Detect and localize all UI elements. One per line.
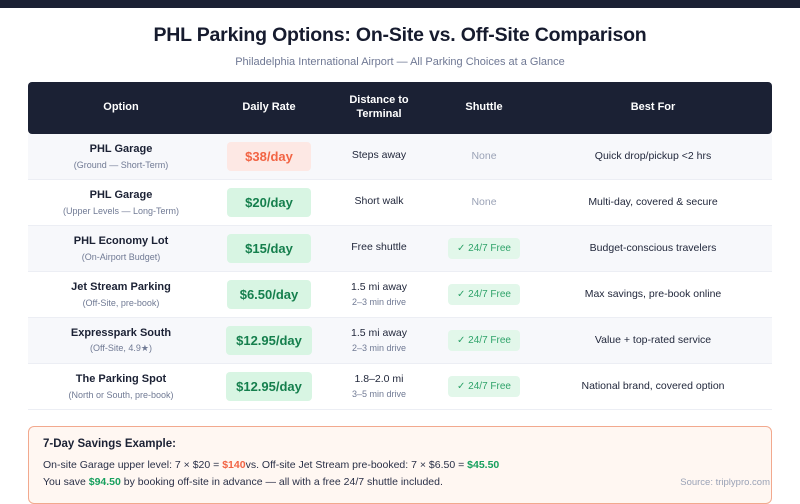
distance-main: Free shuttle: [330, 241, 428, 255]
column-header-distance: Distance to Terminal: [324, 82, 434, 134]
cell-best-for: [534, 226, 772, 272]
table-row: [28, 226, 772, 272]
cell-daily-rate: [214, 272, 324, 318]
parking-comparison-table: [28, 82, 772, 410]
callout-line1-mid: vs. Off-site Jet Stream pre-booked: 7 × $6.50 =: [246, 459, 465, 471]
cell-daily-rate: [214, 318, 324, 364]
callout-line1-pre: On-site Garage upper level: 7 × $20 =: [43, 459, 219, 471]
cell-shuttle: [434, 318, 534, 364]
option-subtitle: (North or South, pre-book): [34, 390, 208, 400]
cell-best-for: [534, 364, 772, 410]
callout-line-1: [43, 457, 757, 474]
distance-main: 1.8–2.0 mi: [330, 373, 428, 387]
best-for-text: Multi-day, covered & secure: [588, 196, 717, 208]
cell-best-for: [534, 180, 772, 226]
cell-daily-rate: [214, 134, 324, 180]
cell-shuttle: [434, 180, 534, 226]
distance-main: 1.5 mi away: [330, 281, 428, 295]
table-row: [28, 364, 772, 410]
cell-distance: [324, 272, 434, 318]
option-subtitle: (Ground — Short-Term): [34, 160, 208, 170]
callout-title: 7-Day Savings Example:: [43, 438, 757, 450]
table-row: [28, 318, 772, 364]
shuttle-available-badge: ✓ 24/7 Free: [448, 330, 520, 351]
cell-option: [28, 364, 214, 410]
option-subtitle: (On-Airport Budget): [34, 252, 208, 262]
callout-line-2: [43, 474, 757, 491]
cell-daily-rate: [214, 180, 324, 226]
cell-option: [28, 180, 214, 226]
column-header-option: Option: [28, 82, 214, 134]
callout-savings-amount: $94.50: [89, 476, 121, 488]
rate-badge: $12.95/day: [226, 326, 312, 355]
best-for-text: Value + top-rated service: [595, 334, 711, 346]
option-name: PHL Economy Lot: [34, 234, 208, 248]
cell-option: [28, 226, 214, 272]
option-name: PHL Garage: [34, 142, 208, 156]
callout-line2-post: by booking off-site in advance — all with a free 24/7 shuttle included.: [124, 476, 443, 488]
callout-onsite-total: $140: [222, 459, 245, 471]
cell-shuttle: [434, 364, 534, 410]
shuttle-available-badge: ✓ 24/7 Free: [448, 284, 520, 305]
cell-shuttle: [434, 272, 534, 318]
best-for-text: Quick drop/pickup <2 hrs: [595, 150, 711, 162]
cell-best-for: [534, 318, 772, 364]
table-header: [28, 82, 772, 134]
page-subtitle: Philadelphia International Airport — All Parking Choices at a Glance: [28, 56, 772, 68]
callout-line2-pre: You save: [43, 476, 86, 488]
rate-badge: $38/day: [227, 142, 311, 171]
shuttle-available-badge: ✓ 24/7 Free: [448, 238, 520, 259]
cell-distance: [324, 226, 434, 272]
rate-badge: $6.50/day: [227, 280, 311, 309]
column-header-best-for: Best For: [534, 82, 772, 134]
cell-shuttle: [434, 226, 534, 272]
cell-best-for: [534, 134, 772, 180]
rate-badge: $20/day: [227, 188, 311, 217]
table-header-row: [28, 82, 772, 134]
column-header-shuttle: Shuttle: [434, 82, 534, 134]
option-name: The Parking Spot: [34, 372, 208, 386]
table-row: [28, 180, 772, 226]
cell-best-for: [534, 272, 772, 318]
cell-option: [28, 134, 214, 180]
cell-option: [28, 318, 214, 364]
rate-badge: $12.95/day: [226, 372, 312, 401]
page-title: PHL Parking Options: On-Site vs. Off-Site Comparison: [28, 24, 772, 47]
best-for-text: Budget-conscious travelers: [590, 242, 717, 254]
distance-sub: 2–3 min drive: [330, 297, 428, 307]
cell-distance: [324, 134, 434, 180]
savings-callout: [28, 426, 772, 504]
option-name: Expresspark South: [34, 326, 208, 340]
distance-main: Steps away: [330, 149, 428, 163]
distance-main: 1.5 mi away: [330, 327, 428, 341]
rate-badge: $15/day: [227, 234, 311, 263]
shuttle-none-label: None: [471, 196, 496, 208]
table-row: [28, 272, 772, 318]
distance-main: Short walk: [330, 195, 428, 209]
column-header-daily-rate: Daily Rate: [214, 82, 324, 134]
distance-sub: 2–3 min drive: [330, 343, 428, 353]
shuttle-available-badge: ✓ 24/7 Free: [448, 376, 520, 397]
cell-daily-rate: [214, 226, 324, 272]
cell-daily-rate: [214, 364, 324, 410]
distance-sub: 3–5 min drive: [330, 389, 428, 399]
option-name: PHL Garage: [34, 188, 208, 202]
option-subtitle: (Upper Levels — Long-Term): [34, 206, 208, 216]
best-for-text: Max savings, pre-book online: [585, 288, 722, 300]
option-name: Jet Stream Parking: [34, 280, 208, 294]
cell-shuttle: [434, 134, 534, 180]
cell-distance: [324, 180, 434, 226]
top-accent-bar: [0, 0, 800, 8]
cell-distance: [324, 364, 434, 410]
cell-distance: [324, 318, 434, 364]
shuttle-none-label: None: [471, 150, 496, 162]
table-body: [28, 134, 772, 410]
option-subtitle: (Off-Site, pre-book): [34, 298, 208, 308]
source-label: Source: triplypro.com: [680, 477, 770, 488]
callout-offsite-total: $45.50: [467, 459, 499, 471]
option-subtitle: (Off-Site, 4.9★): [34, 343, 208, 354]
cell-option: [28, 272, 214, 318]
table-row: [28, 134, 772, 180]
best-for-text: National brand, covered option: [581, 380, 724, 392]
